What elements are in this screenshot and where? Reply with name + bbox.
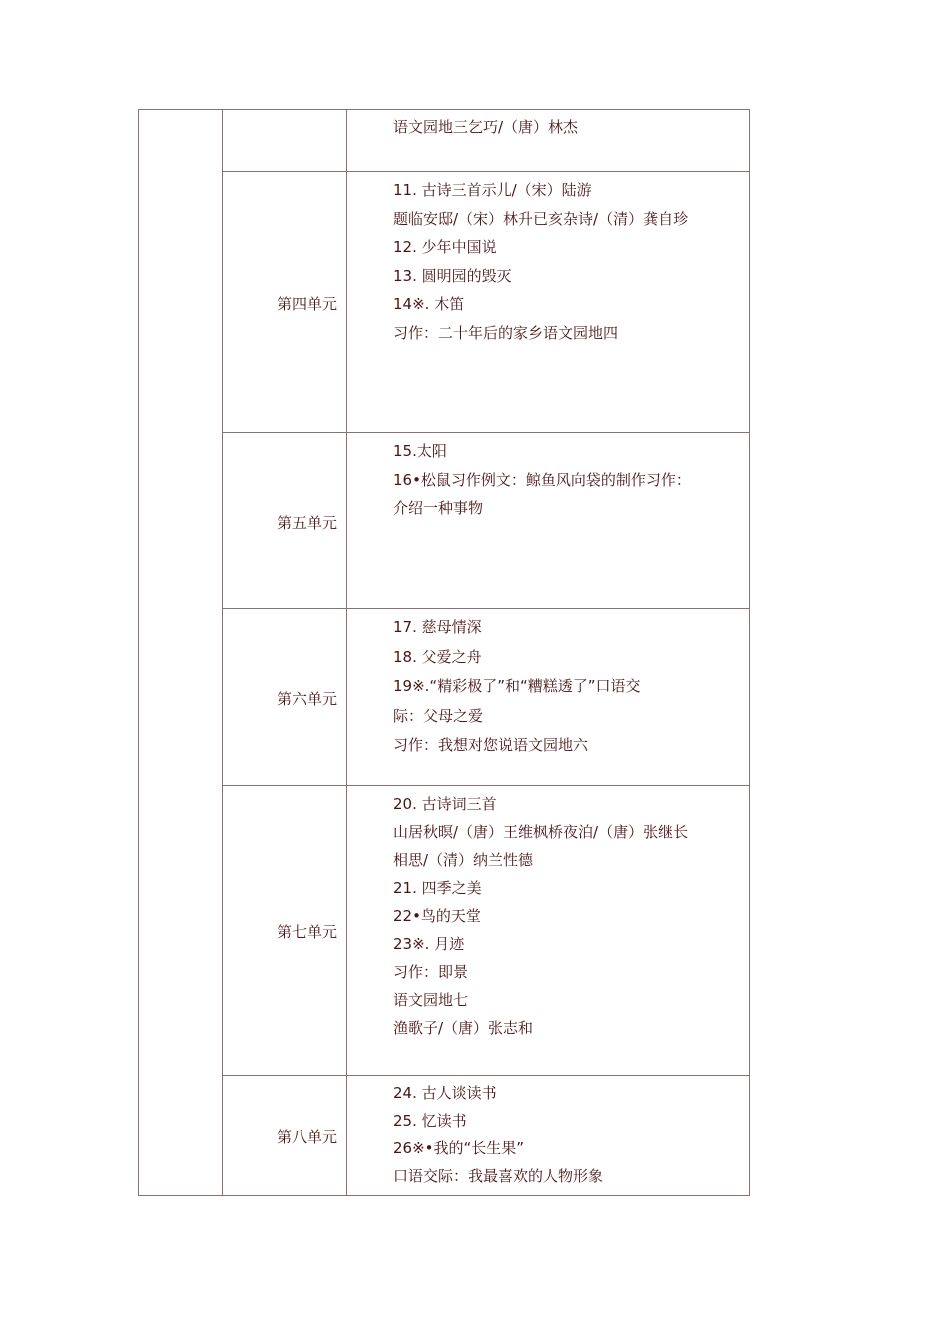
lesson-line: 渔歌子/（唐）张志和 [393, 1019, 534, 1037]
unit-cell [223, 1076, 347, 1196]
grade-column [138, 109, 223, 1196]
lesson-line: 18. 父爱之舟 [393, 647, 482, 666]
unit-cell [223, 433, 347, 608]
lesson-line: 习作：即景 [393, 963, 469, 981]
unit-label: 第六单元 [276, 690, 337, 708]
lesson-line: 14※. 木笛 [393, 295, 465, 314]
lesson-line: 题临安邸/（宋）林升已亥杂诗/（清）龚自珍 [393, 209, 689, 228]
table-row [223, 109, 750, 172]
lesson-line: 习作：我想对您说语文园地六 [393, 736, 589, 754]
lesson-line: 16•松鼠习作例文：鲸鱼风向袋的制作习作： [393, 470, 691, 489]
table-row [223, 609, 750, 786]
unit-cell [223, 109, 347, 171]
lesson-line: 17. 慈母情深 [393, 618, 482, 636]
lessons-cell [393, 113, 743, 142]
lesson-line: 22•鸟的天堂 [393, 907, 481, 925]
lesson-line: 24. 古人谈读书 [393, 1084, 497, 1102]
table-row [223, 786, 750, 1076]
curriculum-table [138, 109, 750, 1196]
lesson-line: 15.太阳 [393, 442, 447, 460]
unit-label: 第四单元 [276, 295, 337, 313]
lesson-line: 13. 圆明园的毁灭 [393, 266, 512, 285]
lesson-line: 山居秋暝/（唐）王维枫桥夜泊/（唐）张继长 [393, 823, 689, 841]
lesson-line: 19※.“精彩极了”和“糟糕透了”口语交 [393, 677, 641, 695]
table-row [223, 1076, 750, 1196]
lesson-line: 语文园地七 [393, 991, 469, 1009]
lesson-line: 相思/（清）纳兰性德 [393, 851, 534, 869]
lessons-cell [393, 790, 743, 1042]
lessons-cell [393, 437, 743, 523]
lessons-cell [393, 176, 743, 348]
lessons-cell [393, 1080, 743, 1190]
unit-label: 第五单元 [276, 514, 337, 532]
table-row [223, 172, 750, 433]
unit-cell [223, 172, 347, 432]
lesson-line: 25. 忆读书 [393, 1111, 467, 1130]
lesson-line: 语文园地三乞巧/（唐）林杰 [393, 118, 579, 136]
lesson-line: 11. 古诗三首示儿/（宋）陆游 [393, 181, 592, 199]
unit-cell [223, 609, 347, 785]
table-row [223, 433, 750, 609]
unit-cell [223, 786, 347, 1075]
lesson-line: 介绍一种事物 [393, 499, 484, 518]
lesson-line: 23※. 月迹 [393, 935, 465, 953]
lesson-line: 习作：二十年后的家乡语文园地四 [393, 323, 619, 342]
lesson-line: 20. 古诗词三首 [393, 795, 497, 813]
lesson-line: 际：父母之爱 [393, 706, 484, 725]
lesson-line: 12. 少年中国说 [393, 238, 497, 257]
lessons-cell [393, 613, 743, 761]
unit-label: 第八单元 [276, 1128, 337, 1146]
lesson-line: 口语交际：我最喜欢的人物形象 [393, 1166, 604, 1185]
lesson-line: 26※•我的“长生果” [393, 1139, 525, 1157]
lesson-line: 21. 四季之美 [393, 879, 482, 897]
unit-label: 第七单元 [276, 923, 337, 941]
